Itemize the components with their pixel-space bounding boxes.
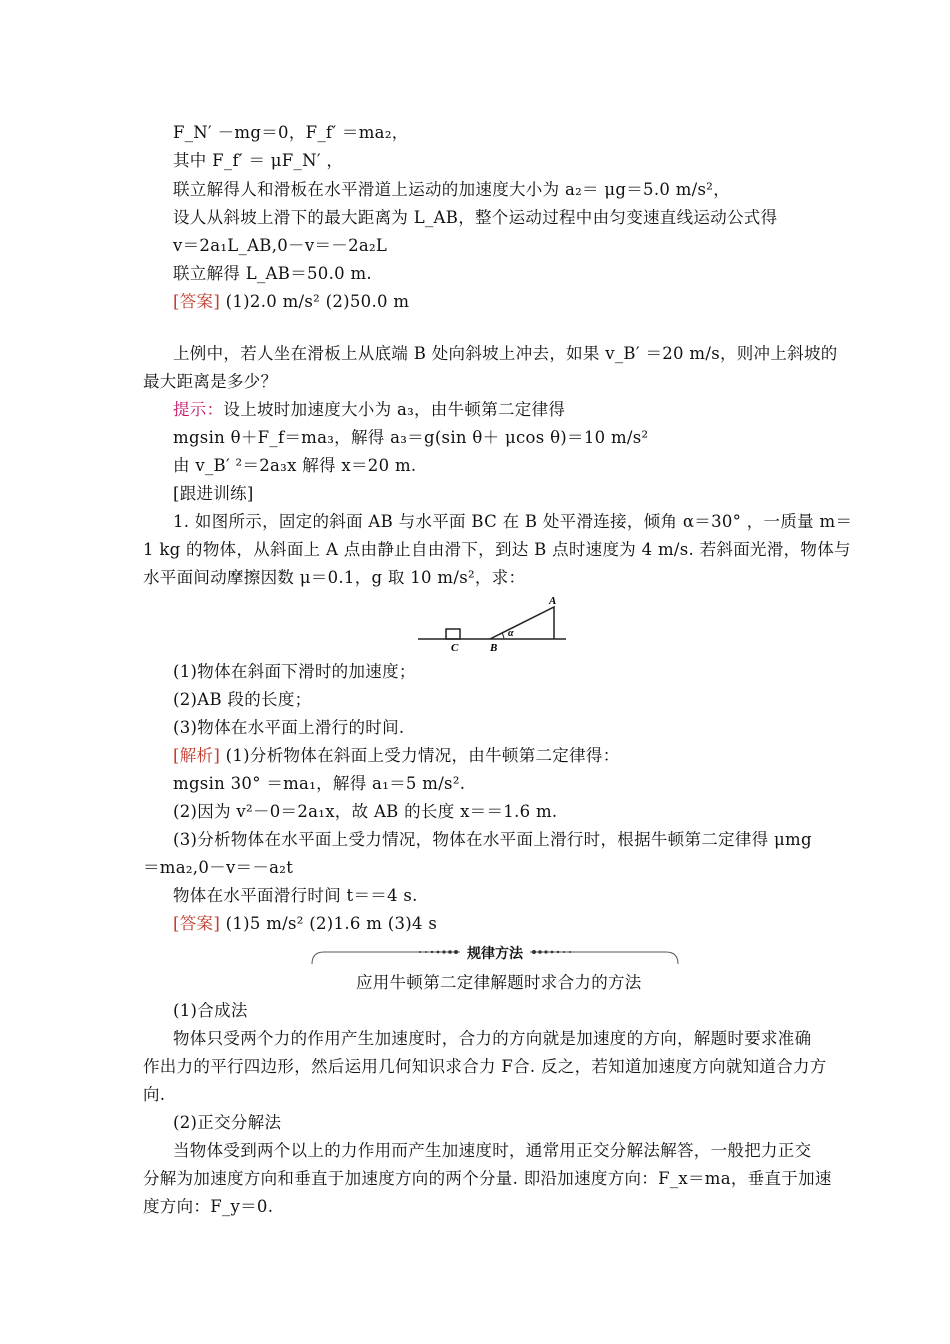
analysis-line: (3)分析物体在水平面上受力情况，物体在水平面上滑行时，根据牛顿第二定律得 μmg <box>173 830 812 849</box>
method-text: 当物体受到两个以上的力作用而产生加速度时，通常用正交分解法解答，一般把力正交 <box>173 1141 812 1160</box>
incline-figure <box>418 592 566 652</box>
rule-title: 应用牛顿第二定律解题时求合力的方法 <box>356 973 642 992</box>
rule-banner-title: 规律方法 <box>467 946 523 962</box>
label-b: B <box>490 642 498 652</box>
method-heading: (1)合成法 <box>173 1001 248 1020</box>
hint-line-3: 由 v_B′ ²＝2a₃x 解得 x＝20 m. <box>173 456 417 475</box>
practice-header: [跟进训练] <box>173 484 254 503</box>
method-text: 分解为加速度方向和垂直于加速度方向的两个分量. 即沿加速度方向：F_x＝ma，垂直于加速 <box>143 1169 832 1188</box>
extension-question: 上例中，若人坐在滑板上从底端 B 处向斜坡上冲去，如果 v_B′ ＝20 m/s，则冲上斜坡的 <box>173 344 838 363</box>
analysis-line: ＝ma₂,0－v＝－a₂t <box>143 858 294 877</box>
method-text: 物体只受两个力的作用产生加速度时，合力的方向就是加速度的方向，解题时要求准确 <box>173 1029 812 1048</box>
analysis-line: 物体在水平面滑行时间 t＝＝4 s. <box>173 886 418 905</box>
method-text: 向. <box>143 1085 166 1104</box>
angle-arc <box>502 633 504 639</box>
hint-line <box>173 399 565 421</box>
hint-text: 设上坡时加速度大小为 a₃，由牛顿第二定律得 <box>223 400 566 419</box>
block <box>446 629 460 639</box>
text-line: 联立解得人和滑板在水平滑道上运动的加速度大小为 a₂＝ μg＝5.0 m/s²， <box>173 180 730 199</box>
question-line: 1 kg 的物体，从斜面上 A 点由静止自由滑下，到达 B 点时速度为 4 m/s. 若斜面光滑，物体与 <box>143 540 851 559</box>
answer-tag: [答案] <box>173 914 221 933</box>
hint-tag: 提示： <box>173 400 224 419</box>
rule-banner <box>310 944 680 968</box>
answer-line <box>173 913 437 935</box>
method-heading: (2)正交分解法 <box>173 1113 282 1132</box>
method-text: 度方向：F_y＝0. <box>143 1197 274 1216</box>
answer-line <box>173 291 409 313</box>
text-line: F_N′ －mg＝0，F_f′ ＝ma₂， <box>173 123 409 142</box>
text-line: v＝2a₁L_AB,0－v＝－2a₂L <box>173 236 388 255</box>
sub-question: (1)物体在斜面下滑时的加速度； <box>173 662 416 681</box>
sub-question: (2)AB 段的长度； <box>173 690 312 709</box>
method-text: 作出力的平行四边形，然后运用几何知识求合力 F合. 反之，若知道加速度方向就知道合力方 <box>143 1057 827 1076</box>
analysis-tag: [解析] <box>173 746 221 765</box>
answer-text: (1)2.0 m/s² (2)50.0 m <box>220 292 410 311</box>
answer-text: (1)5 m/s² (2)1.6 m (3)4 s <box>220 914 438 933</box>
text-line: 联立解得 L_AB＝50.0 m. <box>173 264 372 283</box>
analysis-line: mgsin 30° ＝ma₁，解得 a₁＝5 m/s². <box>173 774 466 793</box>
question-line: 1. 如图所示，固定的斜面 AB 与水平面 BC 在 B 处平滑连接，倾角 α＝30° ，一质量 m＝ <box>173 512 853 531</box>
label-alpha: α <box>508 628 514 639</box>
question-line: 水平面间动摩擦因数 μ＝0.1，g 取 10 m/s²，求： <box>143 568 526 587</box>
label-a: A <box>549 595 557 607</box>
text-line: 设人从斜坡上滑下的最大距离为 L_AB，整个运动过程中由匀变速直线运动公式得 <box>173 208 778 227</box>
sub-question: (3)物体在水平面上滑行的时间. <box>173 718 405 737</box>
incline <box>490 607 554 639</box>
analysis-line <box>173 745 620 767</box>
text-line: 其中 F_f′ ＝ μF_N′ ， <box>173 151 344 170</box>
answer-tag: [答案] <box>173 292 221 311</box>
label-c: C <box>451 642 459 652</box>
hint-line-2: mgsin θ＋F_f＝ma₃，解得 a₃＝g(sin θ＋ μcos θ)＝10 m/s² <box>173 428 649 447</box>
analysis-text: (1)分析物体在斜面上受力情况，由牛顿第二定律得： <box>220 746 620 765</box>
extension-question-cont: 最大距离是多少？ <box>143 372 278 391</box>
analysis-line: (2)因为 v²－0＝2a₁x，故 AB 的长度 x＝＝1.6 m. <box>173 802 558 821</box>
